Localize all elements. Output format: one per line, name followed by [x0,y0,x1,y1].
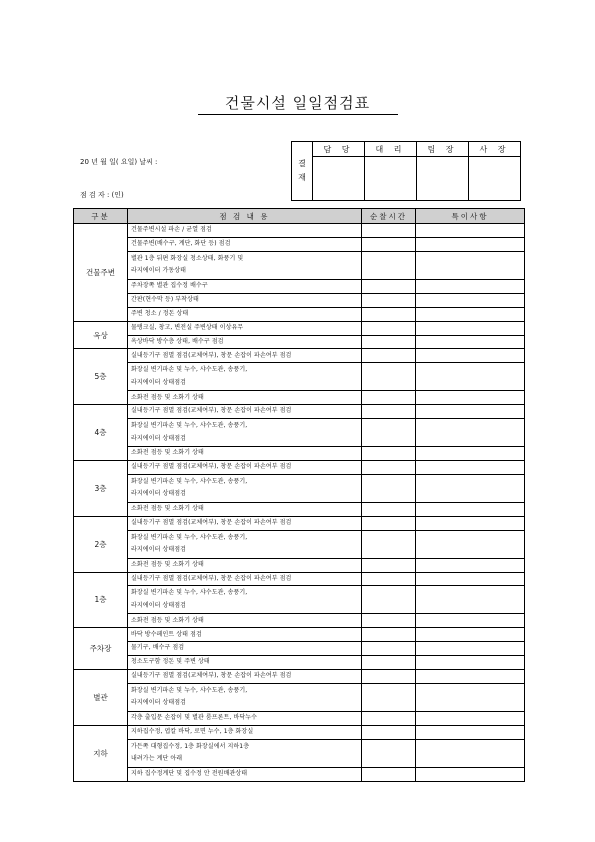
table-row [74,516,525,530]
notes-cell[interactable] [416,642,525,656]
category-cell: 4층 [74,405,128,461]
notes-cell[interactable] [416,656,525,670]
table-row [74,558,525,572]
notes-cell[interactable] [416,293,525,307]
inspection-item: 실내등기구 점멸 점검(교체여부), 창문 손잡이 파손여부 점검 [128,460,362,474]
notes-cell[interactable] [416,321,525,335]
table-row [74,405,525,419]
table-row [74,251,525,279]
table-row [74,572,525,586]
patrol-time-cell[interactable] [362,530,416,558]
inspection-item: 소화전 점등 및 소화기 상태 [128,502,362,516]
table-row [74,642,525,656]
patrol-time-cell[interactable] [362,419,416,447]
table-row [74,739,525,767]
notes-cell[interactable] [416,349,525,363]
notes-cell[interactable] [416,530,525,558]
inspection-item: 화장실 변기파손 및 누수, 샤수도관, 송풍기, 라지에이터 상태점검 [128,419,362,447]
table-row [74,474,525,502]
inspection-item: 화장실 변기파손 및 누수, 샤수도관, 송풍기, 라지에이터 상태점검 [128,586,362,614]
inspection-item: 실내등기구 점멸 점검(교체여부), 창문 손잡이 파손여부 점검 [128,670,362,684]
header-time: 순찰시간 [362,209,416,224]
inspection-item: 바닥 방수페인트 상태 점검 [128,628,362,642]
table-row [74,224,525,238]
notes-cell[interactable] [416,251,525,279]
patrol-time-cell[interactable] [362,572,416,586]
inspection-item: 소화전 점등 및 소화기 상태 [128,391,362,405]
category-cell: 별관 [74,670,128,726]
inspection-item: 물탱크실, 창고, 변전실 주변상태 이상유무 [128,321,362,335]
category-cell: 5층 [74,349,128,405]
approval-label: 결 재 [292,142,313,201]
patrol-time-cell[interactable] [362,391,416,405]
notes-cell[interactable] [416,711,525,725]
notes-cell[interactable] [416,419,525,447]
table-row [74,586,525,614]
notes-cell[interactable] [416,307,525,321]
notes-cell[interactable] [416,572,525,586]
inspection-item: 주차장쪽 별관 집수정 배수구 [128,279,362,293]
patrol-time-cell[interactable] [362,767,416,781]
notes-cell[interactable] [416,460,525,474]
patrol-time-cell[interactable] [362,447,416,461]
approval-table [291,141,521,201]
signature-box[interactable] [417,157,469,201]
patrol-time-cell[interactable] [362,684,416,712]
inspection-item: 옥상바닥 방수층 상태, 배수구 점검 [128,335,362,349]
table-row [74,725,525,739]
notes-cell[interactable] [416,335,525,349]
patrol-time-cell[interactable] [362,363,416,391]
inspection-item: 지하 집수정계단 및 집수정 안 전원배관상태 [128,767,362,781]
signature-box[interactable] [469,157,521,201]
inspection-item: 물기구, 배수구 점검 [128,642,362,656]
inspection-item: 화장실 변기파손 및 누수, 샤수도관, 송풍기, 라지에이터 상태점검 [128,530,362,558]
notes-cell[interactable] [416,279,525,293]
table-row [74,628,525,642]
category-cell: 1층 [74,572,128,628]
table-row [74,767,525,781]
inspection-item: 지하집수정, 엽칼 바닥, 로면 누수, 1층 화장실 [128,725,362,739]
category-cell: 3층 [74,460,128,516]
patrol-time-cell[interactable] [362,642,416,656]
category-cell: 지하 [74,725,128,781]
patrol-time-cell[interactable] [362,614,416,628]
inspection-item: 건물주변(배수구, 계단, 화단 등) 점검 [128,237,362,251]
inspection-item: 주변 청소 / 정돈 상태 [128,307,362,321]
title-underline [198,114,398,115]
inspection-item: 화장실 변기파손 및 누수, 샤수도관, 송풍기, 라지에이터 상태점검 [128,474,362,502]
patrol-time-cell[interactable] [362,349,416,363]
table-row [74,335,525,349]
patrol-time-cell[interactable] [362,335,416,349]
table-row [74,656,525,670]
table-row [74,237,525,251]
inspection-item: 화장실 변기파손 및 누수, 샤수도관, 송풍기, 라지에이터 상태점검 [128,363,362,391]
table-row [74,530,525,558]
patrol-time-cell[interactable] [362,516,416,530]
table-row [74,670,525,684]
inspection-item: 간판(현수막 등) 부착상태 [128,293,362,307]
table-row [74,363,525,391]
category-cell: 2층 [74,516,128,572]
patrol-time-cell[interactable] [362,293,416,307]
category-cell: 옥상 [74,321,128,349]
notes-cell[interactable] [416,767,525,781]
table-row [74,293,525,307]
patrol-time-cell[interactable] [362,656,416,670]
inspection-item: 소화전 점등 및 소화기 상태 [128,614,362,628]
patrol-time-cell[interactable] [362,474,416,502]
patrol-time-cell[interactable] [362,321,416,335]
notes-cell[interactable] [416,558,525,572]
notes-cell[interactable] [416,474,525,502]
date-weather-line: 20 년 월 일( 요일) 날씨 : [80,158,158,166]
patrol-time-cell[interactable] [362,628,416,642]
header-content: 점 검 내 용 [128,209,362,224]
header-category: 구분 [74,209,128,224]
inspection-item: 소화전 점등 및 소화기 상태 [128,447,362,461]
table-row [74,279,525,293]
table-row [74,502,525,516]
inspection-item: 각층 출입문 손잡이 및 별관 룸프론트, 바닥누수 [128,711,362,725]
notes-cell[interactable] [416,502,525,516]
approval-header: 팀 장 [417,142,469,157]
inspection-item: 별관 1층 뒤편 화장실 청소상태, 화풍기 및 라지에이터 가동상태 [128,251,362,279]
patrol-time-cell[interactable] [362,558,416,572]
inspection-item: 소화전 점등 및 소화기 상태 [128,558,362,572]
table-row [74,711,525,725]
table-row [74,349,525,363]
notes-cell[interactable] [416,739,525,767]
inspection-item: 실내등기구 점멸 점검(교체여부), 창문 손잡이 파손여부 점검 [128,405,362,419]
patrol-time-cell[interactable] [362,224,416,238]
document-title: 건물시설 일일점검표 [224,94,371,112]
inspection-table [73,208,525,782]
inspection-item: 화장실 변기파손 및 누수, 샤수도관, 송풍기, 라지에이터 상태점검 [128,684,362,712]
notes-cell[interactable] [416,670,525,684]
patrol-time-cell[interactable] [362,237,416,251]
table-row [74,419,525,447]
patrol-time-cell[interactable] [362,460,416,474]
patrol-time-cell[interactable] [362,405,416,419]
inspection-item: 실내등기구 점멸 점검(교체여부), 창문 손잡이 파손여부 점검 [128,572,362,586]
header-notes: 특이사항 [416,209,525,224]
notes-cell[interactable] [416,405,525,419]
approval-header: 담 당 [313,142,365,157]
patrol-time-cell[interactable] [362,711,416,725]
notes-cell[interactable] [416,586,525,614]
approval-header: 사 장 [469,142,521,157]
patrol-time-cell[interactable] [362,725,416,739]
table-row [74,321,525,335]
inspection-item: 실내등기구 점멸 점검(교체여부), 창문 손잡이 파손여부 점검 [128,516,362,530]
notes-cell[interactable] [416,684,525,712]
patrol-time-cell[interactable] [362,586,416,614]
approval-header: 대 리 [365,142,417,157]
notes-cell[interactable] [416,447,525,461]
category-cell: 주차장 [74,628,128,670]
notes-cell[interactable] [416,628,525,642]
signature-box[interactable] [313,157,365,201]
table-row [74,684,525,712]
inspector-line: 점 검 자 : (인) [80,191,124,199]
notes-cell[interactable] [416,224,525,238]
patrol-time-cell[interactable] [362,670,416,684]
patrol-time-cell[interactable] [362,279,416,293]
patrol-time-cell[interactable] [362,739,416,767]
signature-box[interactable] [365,157,417,201]
patrol-time-cell[interactable] [362,502,416,516]
inspection-item: 가든쪽 대형집수정, 1층 화장실에서 지하1층 내려가는 계단 아래 [128,739,362,767]
table-row [74,447,525,461]
notes-cell[interactable] [416,391,525,405]
notes-cell[interactable] [416,363,525,391]
table-row [74,614,525,628]
notes-cell[interactable] [416,237,525,251]
table-row [74,460,525,474]
inspection-item: 실내등기구 점멸 점검(교체여부), 창문 손잡이 파손여부 점검 [128,349,362,363]
patrol-time-cell[interactable] [362,251,416,279]
category-cell: 건물주변 [74,224,128,322]
patrol-time-cell[interactable] [362,307,416,321]
table-row [74,391,525,405]
inspection-item: 청소도구함 정돈 및 주변 상태 [128,656,362,670]
notes-cell[interactable] [416,725,525,739]
inspection-item: 건물주변시설 파손 / 균열 점검 [128,224,362,238]
notes-cell[interactable] [416,614,525,628]
table-row [74,307,525,321]
notes-cell[interactable] [416,516,525,530]
